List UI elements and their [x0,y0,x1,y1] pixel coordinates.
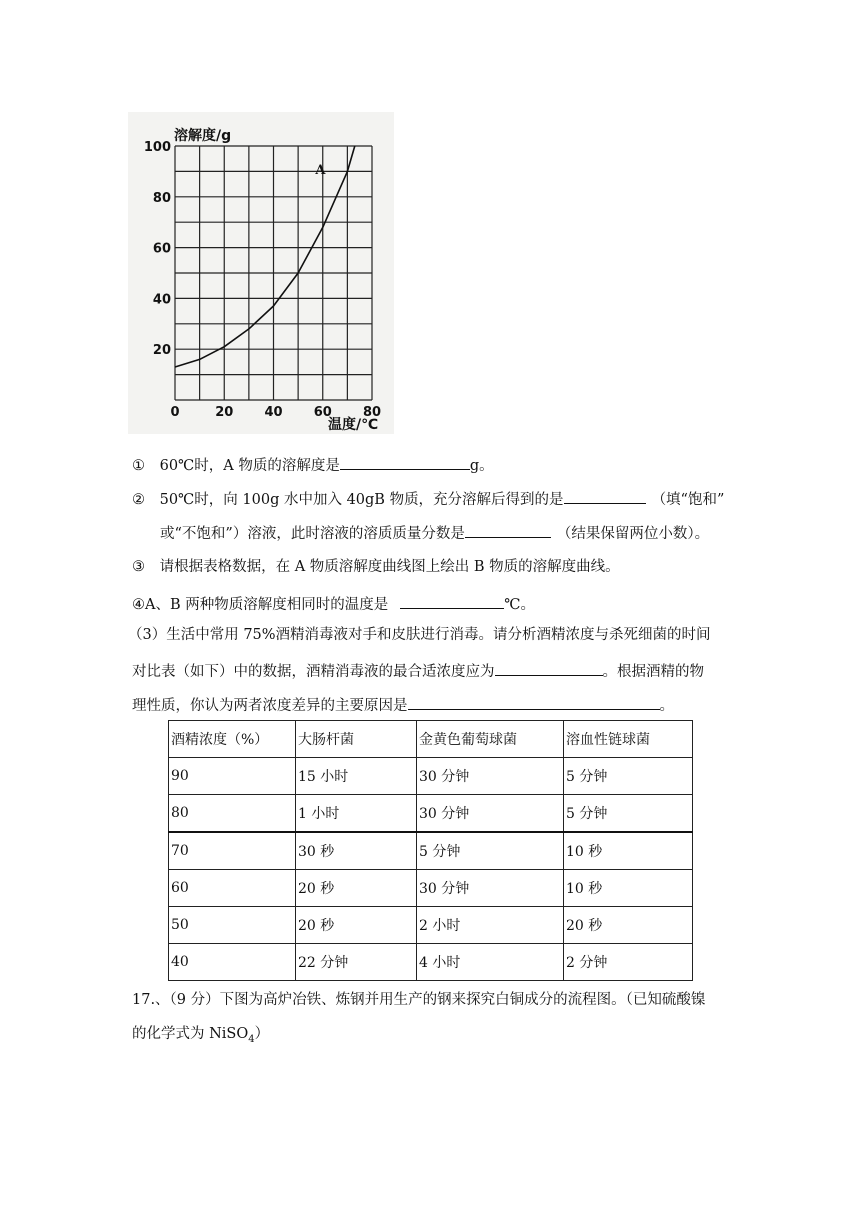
answer-blank-2a[interactable] [564,487,646,504]
table-cell: 80 [169,795,296,833]
series-label-a: A [315,162,326,178]
y-tick-label: 80 [152,190,171,206]
table-row [169,758,693,795]
question-3-text: 请根据表格数据，在 A 物质溶解度曲线图上绘出 B 物质的溶解度曲线。 [159,559,620,575]
table-row [169,795,693,833]
table-cell: 40 [169,944,296,981]
x-tick-label: 80 [362,405,382,420]
table-row [169,870,693,907]
table-cell: 5 分钟 [417,832,564,870]
table-cell: 10 秒 [564,870,693,907]
question-17-text-1: 17.、（9 分）下图为高炉冶铁、炼钢并用生产的钢来探究白铜成分的流程图。（已知硫酸镍 [132,992,706,1008]
y-axis-label: 溶解度/g [174,128,232,144]
question-1-text: 60℃时，A 物质的溶解度是 [159,458,340,474]
table-cell: 5 分钟 [564,758,693,795]
question-3 [132,557,620,577]
table-row [169,944,693,981]
table-cell: 20 秒 [564,907,693,944]
x-tick-label: 0 [170,405,180,420]
table-cell: 20 秒 [296,907,417,944]
part3-text-2b: 。根据酒精的物 [602,664,704,680]
y-tick-label: 100 [143,140,171,155]
question-2-marker: ② [132,492,145,508]
question-2-hint: （填“饱和” [651,492,725,508]
question-2-line2-hint: （结果保留两位小数）。 [556,526,710,542]
table-cell: 4 小时 [417,944,564,981]
answer-blank-concentration[interactable] [495,659,603,676]
alcohol-bacteria-table [168,720,693,981]
table-cell: 90 [169,758,296,795]
table-row [169,907,693,944]
question-17-text-2b: ） [254,1026,270,1042]
table-cell: 30 分钟 [417,795,564,833]
table-cell: 60 [169,870,296,907]
answer-blank-reason[interactable] [408,693,660,710]
solubility-chart-svg [128,112,394,434]
table-header-row [169,721,693,758]
question-1 [132,453,494,476]
table-cell: 5 分钟 [564,795,693,833]
table-cell: 70 [169,832,296,870]
answer-blank-4[interactable] [400,592,504,609]
part3-line1 [128,625,711,645]
question-2-text: 50℃时，向 100g 水中加入 40gB 物质，充分溶解后得到的是 [159,492,564,508]
question-4 [132,592,535,615]
table-cell: 20 秒 [296,870,417,907]
question-17-text-2: 的化学式为 NiSO [132,1026,249,1042]
question-2-line2-text: 或“不饱和”）溶液，此时溶液的溶质质量分数是 [160,526,465,542]
question-17-line1 [132,990,705,1010]
part3-line3 [132,693,674,716]
table-cell: 2 小时 [417,907,564,944]
y-tick-label: 40 [152,292,171,308]
y-tick-label: 20 [152,343,171,359]
series-line-a [175,146,355,367]
question-3-marker: ③ [132,559,145,575]
x-tick-label: 20 [215,405,234,420]
question-2-line2 [160,521,709,544]
question-17-line2 [132,1024,269,1050]
table-cell: 30 秒 [296,832,417,870]
table-header-cell: 溶血性链球菌 [564,721,693,758]
y-tick-label: 60 [152,241,171,257]
table-cell: 30 分钟 [417,758,564,795]
x-axis-label: 温度/℃ [328,417,379,433]
part3-text-2: 对比表（如下）中的数据，酒精消毒液的最合适浓度应为 [132,664,495,680]
answer-blank-1[interactable] [340,453,470,470]
part3-text-3b: 。 [659,698,674,714]
table-cell: 1 小时 [296,795,417,833]
x-tick-label: 60 [313,405,332,420]
part3-text-1: （3）生活中常用 75%酒精消毒液对手和皮肤进行消毒。请分析酒精浓度与杀死细菌的时间 [128,627,711,643]
table-cell: 10 秒 [564,832,693,870]
answer-blank-2b[interactable] [465,521,551,538]
question-1-unit: g。 [469,458,494,474]
table-cell: 22 分钟 [296,944,417,981]
question-4-text: ④A、B 两种物质溶解度相同时的温度是 [132,597,389,613]
x-tick-label: 40 [264,405,283,420]
table-header-cell: 酒精浓度（%） [169,721,296,758]
question-4-unit: ℃。 [504,597,535,613]
part3-text-3: 理性质，你认为两者浓度差异的主要原因是 [132,698,408,714]
table-cell: 30 分钟 [417,870,564,907]
table-header-cell: 大肠杆菌 [296,721,417,758]
question-1-marker: ① [132,458,145,474]
table-header-cell: 金黄色葡萄球菌 [417,721,564,758]
question-2 [132,487,724,510]
table-cell: 15 小时 [296,758,417,795]
part3-line2 [132,659,704,682]
table-row [169,832,693,870]
table-cell: 2 分钟 [564,944,693,981]
table-cell: 50 [169,907,296,944]
question-17-subscript: 4 [248,1033,255,1045]
solubility-chart [128,112,394,434]
